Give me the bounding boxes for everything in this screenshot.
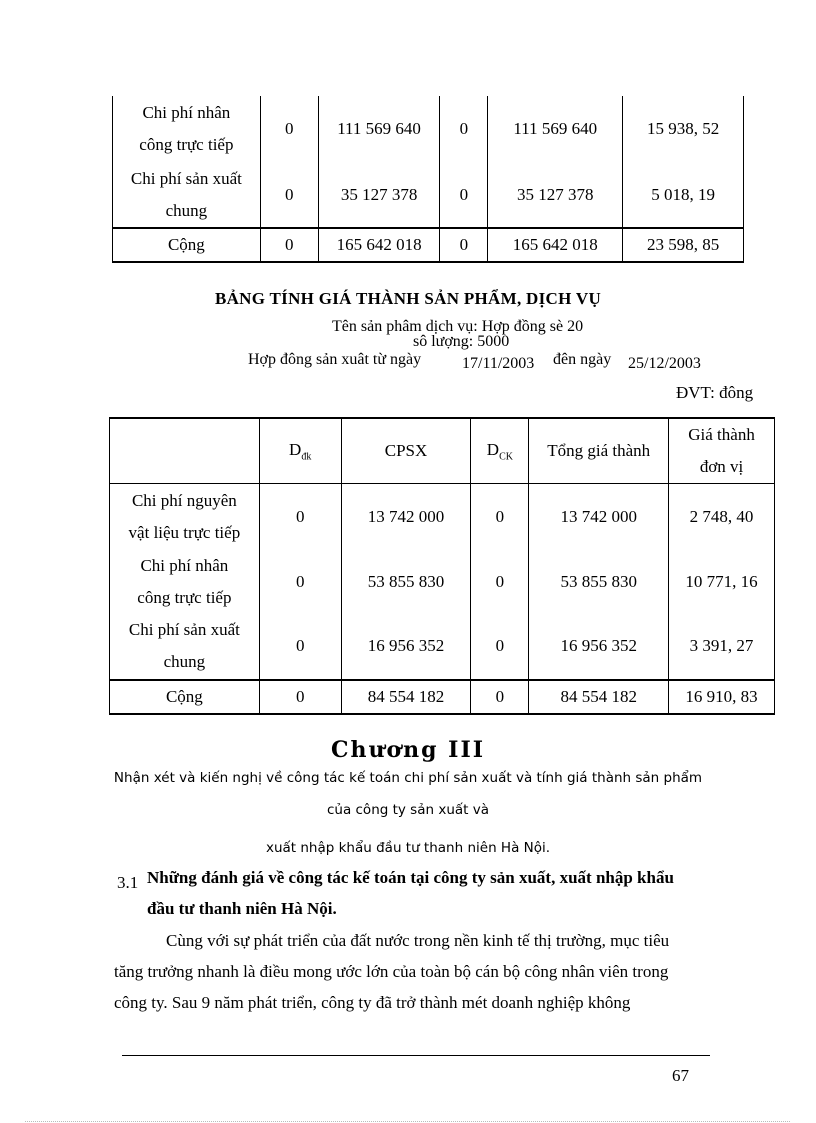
- cell-total: 16 956 352: [529, 614, 669, 680]
- cost-table-continued: [112, 96, 744, 263]
- cell-total: 111 569 640: [488, 96, 623, 162]
- table-sum-row: [113, 228, 744, 262]
- sum-cpsx: 165 642 018: [318, 228, 440, 262]
- cell-cpsx: 53 855 830: [341, 550, 471, 614]
- cell-dck: 0: [440, 96, 488, 162]
- to-prefix: đên ngày: [553, 351, 612, 368]
- cost-table: [109, 417, 775, 715]
- contract-prefix: Hợp đông sản xuât từ ngày: [248, 351, 422, 368]
- cell-ddk: 0: [259, 614, 341, 680]
- row-label: Chi phí nguyên vật liệu trực tiếp: [110, 484, 260, 550]
- paragraph-line-3: công ty. Sau 9 năm phát triển, công ty đã trở thành mét doanh nghiệp không: [114, 993, 631, 1012]
- sum-unit: 16 910, 83: [669, 680, 775, 714]
- product-name: Tên sản phâm dịch vụ: Hợp đồng sè 20: [332, 318, 584, 335]
- header-ddk: $D_{đk}$: [259, 418, 341, 484]
- cell-total: 53 855 830: [529, 550, 669, 614]
- section-title-line-1: Những đánh giá về công tác kế toán tại công ty sản xuất, xuất nhập khẩu: [147, 868, 674, 887]
- table-row: [110, 484, 775, 550]
- sum-unit: 23 598, 85: [623, 228, 744, 262]
- cell-unit: 15 938, 52: [623, 96, 744, 162]
- cell-unit: 3 391, 27: [669, 614, 775, 680]
- cell-ddk: 0: [259, 550, 341, 614]
- table-row: [113, 162, 744, 228]
- sum-dck: 0: [471, 680, 529, 714]
- table-row: [110, 614, 775, 680]
- table-title: BẢNG TÍNH GIÁ THÀNH SẢN PHẨM, DỊCH VỤ: [214, 289, 602, 308]
- header-unit: Giá thành đơn vị: [669, 418, 775, 484]
- cell-ddk: 0: [260, 96, 318, 162]
- from-date: 17/11/2003: [462, 355, 535, 372]
- cell-unit: 5 018, 19: [623, 162, 744, 228]
- row-label: Chi phí nhân công trực tiếp: [110, 550, 260, 614]
- cell-dck: 0: [471, 614, 529, 680]
- chapter-title: Chương III: [330, 737, 486, 763]
- sum-total: 165 642 018: [488, 228, 623, 262]
- cell-dck: 0: [471, 550, 529, 614]
- unit-label: ĐVT: đông: [676, 383, 754, 402]
- cell-dck: 0: [440, 162, 488, 228]
- cell-ddk: 0: [259, 484, 341, 550]
- row-label: Chi phí sản xuất chung: [110, 614, 260, 680]
- cell-total: 13 742 000: [529, 484, 669, 550]
- header-empty: [110, 418, 260, 484]
- to-date: 25/12/2003: [628, 355, 701, 372]
- cell-ddk: 0: [260, 162, 318, 228]
- paragraph-line-2: tăng trưởng nhanh là điều mong ước lớn của toàn bộ cán bộ công nhân viên trong: [114, 962, 669, 981]
- section-title-line-2: đầu tư thanh niên Hà Nội.: [147, 899, 337, 918]
- sum-ddk: 0: [259, 680, 341, 714]
- row-label: Chi phí nhân công trực tiếp: [113, 96, 261, 162]
- header-cpsx: CPSX: [341, 418, 471, 484]
- table-sum-row: [110, 680, 775, 714]
- footer-divider: [122, 1055, 710, 1056]
- sum-dck: 0: [440, 228, 488, 262]
- sum-ddk: 0: [260, 228, 318, 262]
- cell-cpsx: 16 956 352: [341, 614, 471, 680]
- sum-label: Cộng: [110, 680, 260, 714]
- header-dck: $D_{CK}$: [471, 418, 529, 484]
- cell-total: 35 127 378: [488, 162, 623, 228]
- cell-cpsx: 111 569 640: [318, 96, 440, 162]
- page-number: 67: [672, 1066, 689, 1085]
- table-row: [110, 550, 775, 614]
- page-edge-divider: [25, 1121, 790, 1122]
- cell-cpsx: 35 127 378: [318, 162, 440, 228]
- section-number: 3.1: [117, 873, 139, 892]
- sum-total: 84 554 182: [529, 680, 669, 714]
- cell-dck: 0: [471, 484, 529, 550]
- chapter-subtitle-2: của công ty sản xuất và: [326, 802, 490, 818]
- chapter-subtitle-1: Nhận xét và kiến nghị về công tác kế toán chi phí sản xuất và tính giá thành sản phẩm: [113, 770, 703, 786]
- chapter-subtitle-3: xuất nhập khẩu đầu tư thanh niên Hà Nội.: [265, 840, 551, 856]
- sum-label: Cộng: [113, 228, 261, 262]
- cell-cpsx: 13 742 000: [341, 484, 471, 550]
- table-row: [113, 96, 744, 162]
- quantity: sô lượng: 5000: [413, 333, 510, 350]
- cell-unit: 10 771, 16: [669, 550, 775, 614]
- paragraph-line-1: Cùng với sự phát triển của đất nước trong nền kinh tế thị trường, mục tiêu: [166, 931, 670, 950]
- sum-cpsx: 84 554 182: [341, 680, 471, 714]
- header-total: Tổng giá thành: [529, 418, 669, 484]
- row-label: Chi phí sản xuất chung: [113, 162, 261, 228]
- cell-unit: 2 748, 40: [669, 484, 775, 550]
- table-header-row: [110, 418, 775, 484]
